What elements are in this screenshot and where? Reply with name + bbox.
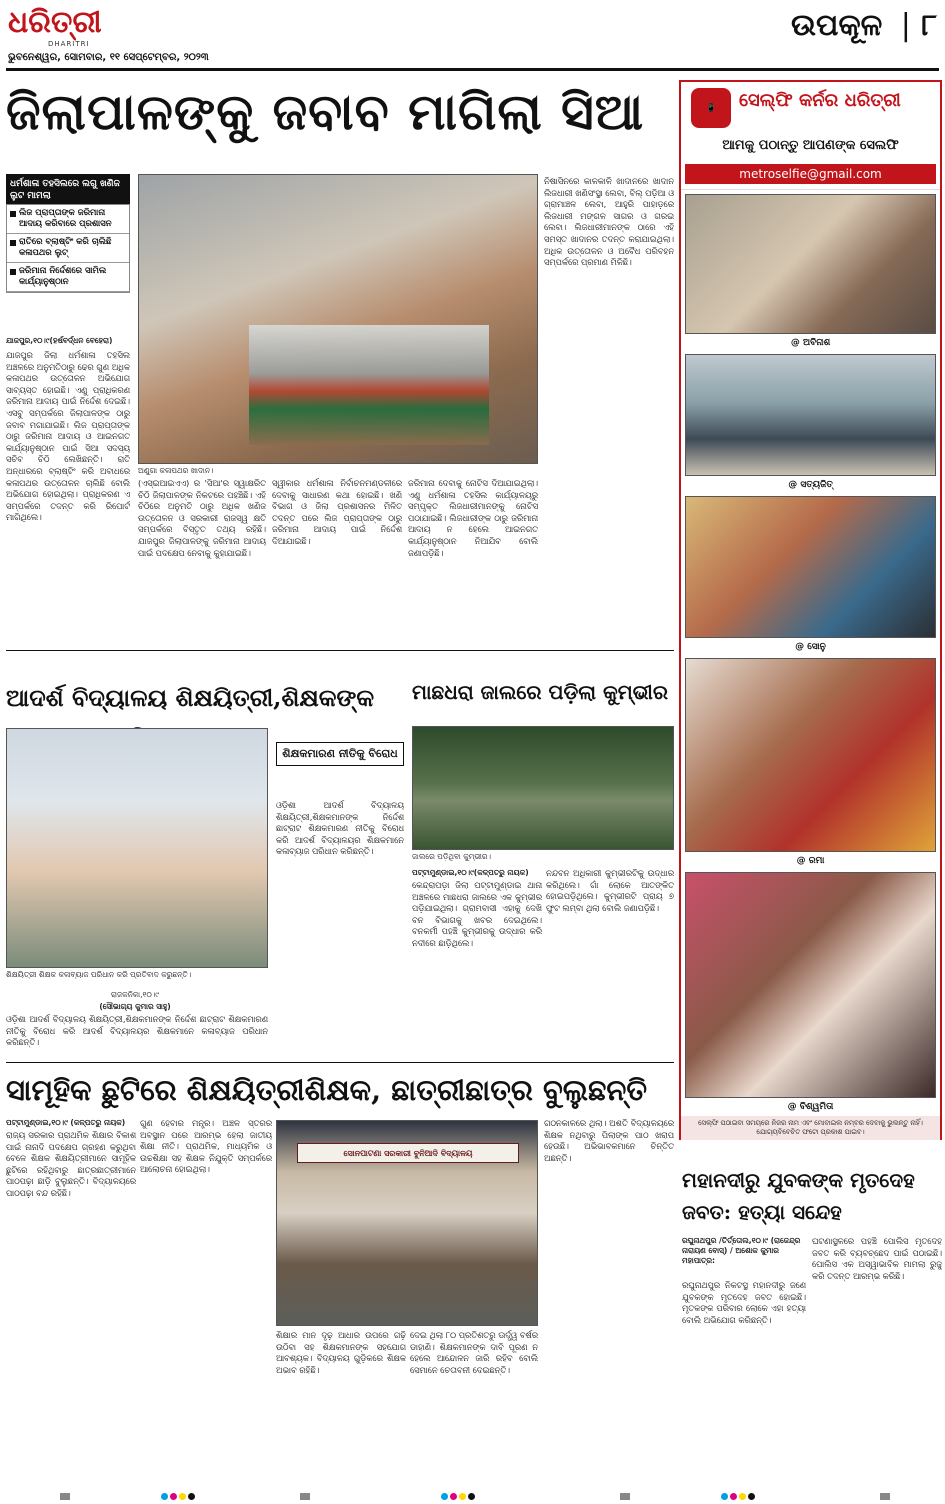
story5-byline: ରଘୁନାଥପୁର /ତିର୍ତ୍ତୋଲ,୧୦।୯ (ରାଜେନ୍ଦ୍ର ନାରାୟଣ ବୋସ୍) / ଅଶୋକ କୁମାର ମହାପାତ୍ର:	[682, 1236, 801, 1265]
selfie-name: @ ବିଶ୍ୱମିତା	[787, 1102, 834, 1112]
selfie-photo	[685, 194, 936, 334]
story4-col5: ଗଠନକାଳରେ ଥିଲା। ଅଶତି ବିଦ୍ୟାଳୟରେ ଶିକ୍ଷକ ନଥିବାରୁ ପିଲାଙ୍କ ପାଠ ଖରାପ ହେଉଛି। ଅଭିଭାବକମାନେ ଚିନ୍ତିତ ଅଛନ୍ତି।	[544, 1118, 674, 1163]
section-name: ଉପକୂଳ	[791, 8, 883, 43]
selfie-name-text: ବିଶ୍ୱମିତା	[799, 1102, 834, 1112]
selfie-photo	[685, 872, 936, 1098]
story1-headline: ଜିଲାପାଳଙ୍କୁ ଜବାବ ମାଗିଲା ସିଆ	[6, 82, 645, 141]
selfie-photo	[685, 496, 936, 638]
cmyk-dots	[720, 1485, 756, 1504]
selfie-email: metroselfie@gmail.com	[685, 164, 936, 184]
story4-col1: ରାଜ୍ୟ ସରକାର ପ୍ରାଥମିକ ଶିକ୍ଷାର ବିକାଶ ପାଇଁ ନାନାଦି ପଦକ୍ଷେପ ଗ୍ରହଣ କରୁଥିବା ବେଳେ ଶିକ୍ଷକ ଶିକ୍ଷୟିତ୍ରୀମାନେ ସାମୂହିକ ଛୁଟିରେ ରହିଥିବାରୁ ଛାତ୍ରଛାତ୍ରୀମାନେ ପାଠପଢ଼ା ଛାଡ଼ି ବୁଲୁଛନ୍ତି। ବିଦ୍ୟାଳୟରେ ପାଠପଢ଼ା ବନ୍ଦ ରହିଛି।	[6, 1130, 136, 1198]
cmyk-dots	[160, 1485, 196, 1504]
selfie-footer: ସେଲ୍ଫି ପଠାଇବା ସମୟରେ ନିଜର ନାମ ଏବଂ ମୋବାଇଲ ନମ୍ବର ଦେବାକୁ ଭୁଲନ୍ତୁ ନାହିଁ। ଯୋଗ୍ୟବିବେଚିତ ଫଟୋ ପ୍ରକାଶ ପାଇବ।	[681, 1116, 940, 1140]
story1-photo-caption: ଅଣୁଗା କଳାପଥର ଖାଦାନ।	[138, 466, 214, 475]
story5-headline	[682, 1164, 942, 1228]
story5-col1: ରଘୁନାଥପୁର ନିକଟସ୍ଥ ମହାନଦୀରୁ ଜଣେ ଯୁବକଙ୍କ ମୃତଦେହ ଜବତ ହୋଇଛି। ମୃତକଙ୍କ ପରିବାର ଲୋକେ ଏହା ହତ୍ୟା ବୋଲି ଅଭିଯୋଗ କରିଛନ୍ତି।	[682, 1280, 806, 1325]
story2-photo	[6, 728, 268, 968]
section-label: ଉପକୂଳ | ୮	[791, 8, 937, 43]
selfie-name: @ ସତ୍ୟଜିତ୍	[788, 480, 833, 490]
story4-col3: ଶିକ୍ଷାର ମାନ ଦୃଢ଼ ଆଧାର ଉପରେ ଗଢ଼ି ଉଠିବା ସହ ଶିକ୍ଷକମାନଙ୍କ ସହଯୋଗ ଆବଶ୍ୟକ। ବିଦ୍ୟାଳୟ ଗୁଡ଼ିକରେ ଶିକ୍ଷକ ଅଭାବ ରହିଛି।	[276, 1330, 406, 1375]
story3-photo-caption: ଜାଲରେ ପଡ଼ିଥିବା କୁମ୍ଭୀର।	[412, 852, 491, 861]
selfie-photo	[685, 658, 936, 852]
selfie-tagline: ଆମକୁ ପଠାନ୍ତୁ ଆପଣଙ୍କ ସେଲଫି	[722, 138, 899, 153]
selfie-name: @ ରମା	[796, 856, 825, 866]
story2-box-title: ଶିକ୍ଷକମାରଣ ନୀତିକୁ ବିରୋଧ	[282, 747, 398, 760]
story4-photo	[276, 1120, 538, 1326]
selfie-brand-name: ଧରିତ୍ରୀ	[844, 90, 901, 111]
story1-byline: ଯାଜପୁର,୧୦।୯(ହର୍ଷବର୍ଦ୍ଧନ ବେହେରା)	[6, 336, 113, 345]
selfie-header	[681, 82, 940, 190]
registration-mark	[620, 1493, 630, 1500]
story2-photo-caption: ଶିକ୍ଷୟିତ୍ରୀ ଶିକ୍ଷକ କଳାବ୍ୟାଜ ପରିଧାନ କରି ପ୍ରତିବାଦ କରୁଛନ୍ତି।	[6, 970, 192, 979]
selfie-name: @ ଅବିନାଶ	[790, 338, 831, 348]
logo-subtext: DHARITRI	[48, 40, 90, 48]
selfie-name: @ ସୋନୁ	[795, 642, 826, 652]
registration-mark	[880, 1493, 890, 1500]
masthead-rule	[6, 68, 939, 71]
story1-points	[6, 204, 130, 293]
story3-headline: ମାଛଧରା ଜାଲରେ ପଡ଼ିଲା କୁମ୍ଭୀର	[412, 680, 669, 704]
story1-point: ଲିଜ ପ୍ରାପ୍ତାଙ୍କ ଜରିମାନା ଆଦାୟ କରିବାରେ ପ୍ରଶାସନ	[7, 205, 129, 234]
divider	[6, 1062, 674, 1063]
phone-icon: 📱	[691, 88, 731, 128]
selfie-name-text: ସତ୍ୟଜିତ୍	[800, 480, 833, 490]
selfie-brand	[739, 90, 901, 111]
story3-byline: ପଟ୍ଟାମୁଣ୍ଡାଇ,୧୦।୯(କଳ୍ପତରୁ ନାୟକ)	[412, 868, 529, 877]
selfie-panel	[679, 80, 942, 1140]
registration-mark	[300, 1493, 310, 1500]
registration-mark	[60, 1493, 70, 1500]
story1-col5: ନିଷାସିନରେ କାଳକାଳି ଖାଦାନରେ ଖାଦାନ ଲିଜଧାରୀ ଖଣିସଂସ୍ଥା ଲେବା, ବିଲ୍ ପଡ଼ିଆ ଓ ଗ୍ରାମାଞ୍ଚଳ ଲେବା, ଆହୁରି ପାହାଡ଼ରେ ଲିଜଧାରୀ ମଙ୍ଗଳ ସାଗର ଓ ଗରଇ ଲେବା। ଲିଜଧାରୀମାନଙ୍କ ଠାରେ ଏହି ସମସ୍ତ ଖାଦାନର ତଦନ୍ତ କରାଯାଇଥିଲା। ଅଧିକ ଉତ୍ତୋଳନ ଓ ଅବୈଧ ପରିବହନ ସମ୍ପର୍କରେ ପ୍ରମାଣ ମିଳିଛି।	[544, 176, 674, 268]
story2-byline2: (ସୌଭାଗ୍ୟ କୁମାର ସାହୁ)	[99, 1002, 171, 1011]
story2-headline: ଆଦର୍ଶ ବିଦ୍ୟାଳୟ ଶିକ୍ଷୟିତ୍ରୀ,ଶିକ୍ଷକଙ୍କ	[6, 683, 375, 712]
school-sign: ସୋନପାଟଣା ସରକାରୀ ବୁନିଆଦି ବିଦ୍ୟାଳୟ	[297, 1143, 519, 1163]
selfie-name-text: ଅବିନାଶ	[802, 338, 831, 348]
story1-col4: ଜରିମାନା ଦେବାକୁ ନୋଟିସ ଦିଆଯାଇଥିଲା। ଏଣୁ ଧର୍ମଶାଳା ତହସିଲ କାର୍ଯ୍ୟାଳୟରୁ ସମ୍ପୃକ୍ତ ଲିଜଧାରୀମାନଙ୍କୁ ନୋଟିସ ପଠାଯାଇଛି। ଲିଜଧାରୀଙ୍କ ଠାରୁ ଜରିମାନା ଆଦାୟ ନ ହେଲେ ଆଇନଗତ କାର୍ଯ୍ୟାନୁଷ୍ଠାନ ନିଆଯିବ ବୋଲି ଜଣାପଡ଼ିଛି।	[408, 478, 538, 558]
story1-col3: ସ୍ୱୀକାର ଧର୍ମଶାଳା ନିର୍ବାଚନମଣ୍ଡଳୀରେ ଦେବାକୁ ସାଧାରଣ କଥା ହୋଇଛି। ଖଣି ବିଭାଗ ଓ ଜିଲା ପ୍ରଶାସନର ମିଳିତ ତଦନ୍ତ ପରେ ଲିଜ ପ୍ରାପ୍ତାଙ୍କ ଠାରୁ ଜରିମାନା ଆଦାୟ ପାଇଁ ନିର୍ଦ୍ଦେଶ ଦିଆଯାଇଛି।	[272, 478, 402, 546]
selfie-photo	[685, 354, 936, 476]
selfie-name-text: ରମା	[808, 856, 825, 866]
story3-body: କେନ୍ଦ୍ରାପଡ଼ା ଜିଲା ପଟ୍ଟାମୁଣ୍ଡାଇ ଥାନା ଅଞ୍ଚଳରେ ମାଛଧରା ଜାଲରେ ଏକ କୁମ୍ଭୀର ପଡ଼ିଯାଇଥିଲା। ଗ୍ରାମବାସୀ ଏହାକୁ ଦେଖି ବନ ବିଭାଗକୁ ଖବର ଦେଇଥିଲେ। ବନକର୍ମୀ ପହଞ୍ଚି କୁମ୍ଭୀରକୁ ଉଦ୍ଧାର କରି ନଦୀରେ ଛାଡ଼ିଥିଲେ।	[412, 880, 542, 948]
dharitri-logo	[8, 6, 128, 52]
story5-headline-line1: ମହାନଦୀରୁ ଯୁବକଙ୍କ ମୃତଦେହ	[682, 1168, 915, 1192]
tractor-image	[249, 325, 489, 445]
selfie-brand-phrase: ସେଲ୍ଫି କର୍ନର	[739, 90, 839, 111]
dateline: ଭୁବନେଶ୍ୱର, ସୋମବାର, ୧୧ ସେପ୍ଟେମ୍ବର, ୨୦୨୩	[8, 52, 209, 63]
story3-col2: ନନ୍ଦବନ ଅଧିକାରୀ କୁମ୍ଭୀରଟିକୁ ଉଦ୍ଧାର କରିଥିଲେ। ଗାଁ ଲୋକେ ଆତଙ୍କିତ ହୋଇପଡ଼ିଥିଲେ। କୁମ୍ଭୀରଟି ପ୍ରାୟ ୭ ଫୁଟ ଲମ୍ବା ଥିଲା ବୋଲି ଜଣାପଡ଼ିଛି।	[546, 868, 674, 913]
cmyk-dots	[440, 1485, 476, 1504]
print-registration-strip	[0, 1480, 945, 1498]
story5-col2: ଘଟଣାସ୍ଥଳରେ ପହଞ୍ଚି ପୋଲିସ ମୃତଦେହ ଜବତ କରି ବ୍ୟବଚ୍ଛେଦ ପାଇଁ ପଠାଇଛି। ପୋଲିସ ଏକ ଅସ୍ୱାଭାବିକ ମାମଲା ରୁଜୁ କରି ତଦନ୍ତ ଆରମ୍ଭ କରିଛି।	[812, 1236, 942, 1281]
story4-byline: ପଟ୍ଟାମୁଣ୍ଡାଇ,୧୦।୯ (କଳ୍ପତରୁ ନାୟକ)	[6, 1118, 126, 1127]
page-number: ୮	[921, 8, 937, 43]
story3-photo	[412, 726, 674, 850]
story1-col2: (ଏସ୍‌ଇଆଇଏଏ) ର 'ସିଆ'ର ସ୍ୱାକ୍ଷରିତ ଚିଠି ଜିଲାପାଳଙ୍କ ନିକଟରେ ପହଞ୍ଚିଛି। ଏହି ଚିଠିରେ ଅନୁମତି ଠାରୁ ଅଧିକ ଖଣିଜ ଉତ୍ତୋଳନ ଓ ସରକାରୀ ରାଜସ୍ୱ କ୍ଷତି ସମ୍ପର୍କରେ ବିସ୍ତୃତ ତଥ୍ୟ ରହିଛି। ଯାଜପୁର ଜିଲାପାଳଙ୍କୁ ଜରିମାନା ଆଦାୟ ପାଇଁ ପଦକ୍ଷେପ ନେବାକୁ କୁହାଯାଇଛି।	[138, 478, 266, 558]
divider	[6, 650, 674, 651]
story2-col2: ଓଡ଼ିଶା ଆଦର୍ଶ ବିଦ୍ୟାଳୟ ଶିକ୍ଷୟିତ୍ରୀ,ଶିକ୍ଷକମାନଙ୍କ ନିର୍ଦ୍ଦେଶ ଛାଟ୍ରାଟ ଶିକ୍ଷକମାରଣ ନୀତିକୁ ବିରୋଧ କରି ଆଦର୍ଶ ବିଦ୍ୟାଳୟର ଶିକ୍ଷକମାନେ କଳାବ୍ୟାଜ ପରିଧାନ କରିଛନ୍ତି।	[276, 800, 404, 857]
story4-col4: ଦେଇ ଥିଲା ୮୦ ପ୍ରତିଶତରୁ ଊର୍ଦ୍ଧ୍ୱ ବର୍ଷର ଡାହାଣି। ଶିକ୍ଷକମାନଙ୍କ ଦାବି ପୂରଣ ନ ହେଲେ ଆନ୍ଦୋଳନ ଜାରି ରହିବ ବୋଲି ସେମାନେ ଚେତାବନୀ ଦେଇଛନ୍ତି।	[410, 1330, 538, 1375]
story1-kicker: ଧର୍ମଶାଳା ତହସିଲରେ ଲଗୁ ଖଣିଜ ଲୁଟ ମାମଲା	[6, 174, 130, 206]
story1-point: ଜରିମାନା ନିର୍ଦ୍ଦେଶରେ ସାମିଲ କାର୍ଯ୍ୟାନୁଷ୍ଠାନ	[7, 263, 129, 292]
story1-col1: ଯାଜପୁର ଜିଲା ଧର୍ମଶାଳା ତହସିଲ ଅଞ୍ଚଳରେ ଅନୁମତିଠାରୁ ଢେର ଗୁଣ ଅଧିକ କଳାପଥର ଉତ୍ତୋଳନ ଅଭିଯୋଗ ସାବ୍ୟସ୍ତ ହୋଇଛି। ଏଣୁ ପ୍ରାଧିକରଣ ଜରିମାନା ଆଦାୟ ପାଇଁ ନିର୍ଦ୍ଦେଶ ଦେଇଛି। ଏସବୁ ସମ୍ପର୍କରେ ଜିଲାପାଳଙ୍କ ଠାରୁ ଜବାବ ମଗାଯାଇଛି। ଲିଜ ପ୍ରାପ୍ତାଙ୍କ ଠାରୁ ଜରିମାନା ଆଦାୟ ଓ ଆଇନଗତ କାର୍ଯ୍ୟାନୁଷ୍ଠାନ ପାଇଁ ସିଆ ସଦସ୍ୟ ସଚିବ ଚିଠି ଲେଖିଛନ୍ତି। ରାତି ଅନ୍ଧାରରେ ବ୍ଲାଷ୍ଟିଂ କରି ଅବାଧରେ କଳାପଥର ଉତ୍ତୋଳନ ଚାଲିଛି ବୋଲି ଅଭିଯୋଗ ହୋଇଥିଲା। ପ୍ରାଧିକରଣ ଏ ସମ୍ପର୍କରେ ତଦନ୍ତ କରି ରିପୋର୍ଟ ମାଗିଥିଲେ।	[6, 350, 130, 523]
story2-box	[276, 742, 404, 766]
story1-photo	[138, 174, 538, 464]
story5-headline-line2: ଜବତ: ହତ୍ୟା ସନ୍ଦେହ	[682, 1200, 842, 1224]
story4-col2: ଗୁଣ ହେବାର ମନ୍ତ୍ର। ଅଞ୍ଚଳ ସ୍ତରର ଅବସ୍ଥାନ ପରେ ଆରମ୍ଭ ହେଲା ଜାତୀୟ ଶିକ୍ଷା ନୀତି। ପ୍ରାଥମିକ, ମାଧ୍ୟମିକ ଓ ଉଚ୍ଚଶିକ୍ଷା ସହ ଶିକ୍ଷକ ନିଯୁକ୍ତି ସମ୍ପର୍କରେ ଆଲୋଚନା ହୋଇଥିଲା।	[140, 1118, 272, 1175]
story2-byline: ରାଜକନିକା,୧୦।୯	[111, 990, 159, 999]
story1-point: ରାତିରେ ବ୍ଲାଷ୍ଟିଂ କରି ଚାଲିଛି କଳାପଥର ଲୁଟ୍	[7, 234, 129, 263]
story2-body: ଓଡ଼ିଶା ଆଦର୍ଶ ବିଦ୍ୟାଳୟ ଶିକ୍ଷୟିତ୍ରୀ,ଶିକ୍ଷକମାନଙ୍କ ନିର୍ଦ୍ଦେଶ ଛାଟ୍ରାଟ ଶିକ୍ଷକମାରଣ ନୀତିକୁ ବିରୋଧ କରି ଆଦର୍ଶ ବିଦ୍ୟାଳୟର ଶିକ୍ଷକମାନେ କଳାବ୍ୟାଜ ପରିଧାନ କରିଛନ୍ତି।	[6, 1014, 268, 1048]
selfie-name-text: ସୋନୁ	[807, 642, 826, 652]
logo-text: ଧରିତ୍ରୀ	[8, 5, 102, 40]
story4-headline: ସାମୂହିକ ଛୁଟିରେ ଶିକ୍ଷୟିତ୍ରୀଶିକ୍ଷକ, ଛାତ୍ରୀଛାତ୍ର ବୁଲୁଛନ୍ତି	[6, 1073, 648, 1107]
